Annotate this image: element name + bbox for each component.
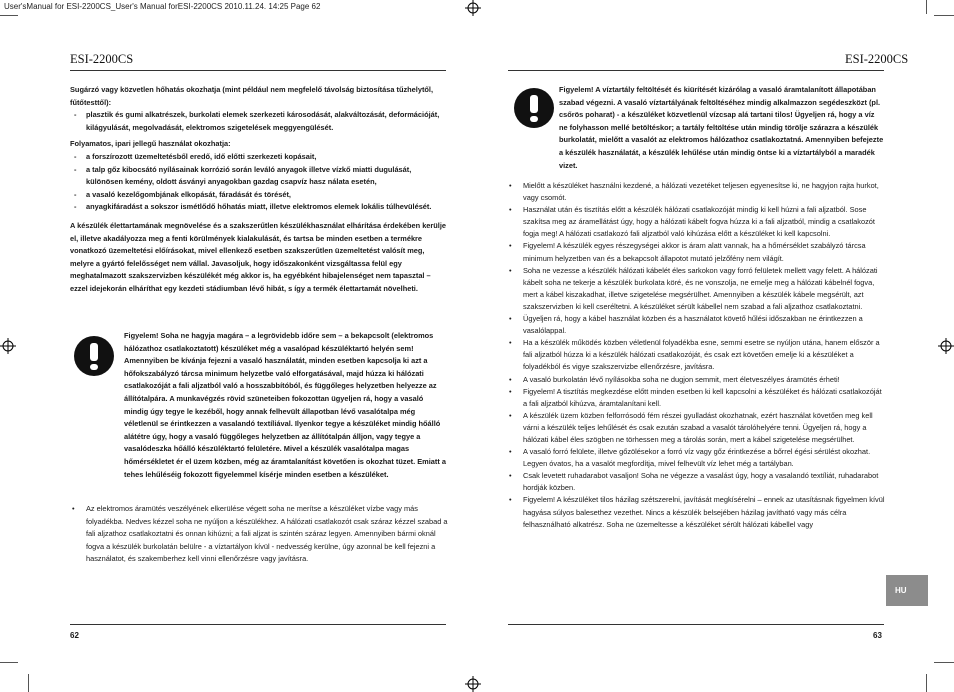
left-page-number: 62 (70, 631, 79, 640)
left-bullets (70, 503, 448, 566)
left-paragraph: A készülék élettartamának megnövelése és a szakszerűtlen készülékhasználat elhárítása érdekében kerülje el, illetve akadályozza meg a fenti körülmények kialakulását, és tartsa be minden esetben a termékre vonatkozó üzemeltetési előírásokat, mivel ellenkező esetben szakszerűtlen üzemeltetést valósít meg, melyre a gyártó felelősséget nem vállal. Javasoljuk, hogy időszakonként vizsgáltassa felül egy meghatalmazott szakszervizben készülékét még akkor is, ha egyébként hibajelenséget nem tapasztal – ezzel idejekorán elháríthat egy kezdeti stádiumban lévő hibát, s így a termék élettartamát növelheti. (70, 220, 447, 293)
registration-mark-right (938, 338, 954, 354)
left-model-header: ESI-2200CS (70, 52, 134, 66)
crop-mark (926, 0, 927, 14)
left-intro2: Folyamatos, ipari jellegű használat okozhatja: (70, 139, 231, 149)
right-page-number: 63 (873, 631, 882, 640)
crop-mark (934, 15, 954, 16)
left-header-rule (70, 70, 446, 71)
registration-mark-bottom (465, 676, 481, 692)
left-intro: Sugárzó vagy közvetlen hőhatás okozhatja (mint például nem megfelelő távolság biztosítása tűzhelytől, fűtőtesttől): (70, 85, 434, 107)
right-bullet: • Figyelem! A készülék egyes részegységei akkor is áram alatt vannak, ha a hőmérséklet szabályzó tárcsa minimum helyzetben van és a bekapcsolt állapotot mutató jelzőfény nem világít. (507, 240, 885, 264)
right-footer-rule (508, 624, 884, 625)
crop-mark (0, 15, 18, 16)
right-bullet: • Csak levetett ruhadarabot vasaljon! Soha ne végezze a vasalást úgy, hogy a vasalandó textíliát, ruhadarabot hordják közben. (507, 470, 885, 494)
right-bullet: • Figyelem! A tisztítás megkezdése előtt minden esetben ki kell kapcsolni a készüléket és hálózati csatlakozóját a fali aljzatból kihúzva, áramtalanítani kell. (507, 386, 885, 410)
right-bullet: • A vasaló burkolatán lévő nyílásokba soha ne dugjon semmit, mert életveszélyes áramütés érheti! (507, 374, 885, 386)
warning-icon (514, 88, 554, 128)
right-bullet: • Figyelem! A készüléket tilos házilag szétszerelni, javítását megkísérelni – ennek az utasításnak figyelmen kívül hagyása súlyos balesethez vezethet. Nincs a készülék belsejében házilag javítható vagy más célra felhasználható alkatrész. Soha ne üzemeltesse a készüléket sérült hálózati kábellel vagy (507, 494, 885, 530)
left-list2-item: - a vasaló kezelőgombjának elkopását, fáradását és törését, (70, 189, 448, 202)
right-bullet: • Ügyeljen rá, hogy a kábel használat közben és a használatot követő hűlési időszakban ne érintkezzen a vasalólappal. (507, 313, 885, 337)
left-warning: Figyelem! Soha ne hagyja magára – a legrövidebb időre sem – a bekapcsolt (elektromos hálózathoz csatlakoztatott) készüléket még a vasalópad készüléktartó helyén sem! Amennyiben be kívánja fejezni a vasaló használatát, minden esetben kapcsolja ki azt a hőfokszabályzó tárcsa minimum helyzetbe való elforgatásával, majd húzza ki hálózati csatlakozóját a fali aljzatból való a hosszabbítóból, és függőleges helyzetben helyezze az állítótalpára. A munkavégzés rövid szüneteiben fokozottan ügyeljen rá, hogy a vasaló mindig úgy tegye le kezéből, hogy annak felhevült állapotban lévő vasalótalpa még véletlenül se érintkezzen a vasalandó textíliával. Ilyenkor tegye a készüléket mindig hőálló alátétre úgy, hogy a vasaló függőleges helyzetben az állítótalpán álljon, vagy tegye a vasalódeszka hőálló készüléktartó felületére. Mivel a készülék vasalótalpa magas hőmérsékletet ér el üzem közben, még az áramtalanítást követően is okozhat tüzet. Emiatt a tehes lehűléséig fokozott figyelemmel kísérje minden esetben a készüléket. (124, 331, 447, 479)
right-bullet: • Használat után és tisztítás előtt a készülék hálózati csatlakozóját mindig ki kell húzni a fali aljzatból. Sose szakítsa meg az áramellátást úgy, hogy a hálózati kábelt fogva húzza ki a fali aljzatból, mindig a csatlakozót fogja meg! A hálózati csatlakozó fali aljzatból való kihúzása előtt a készüléket ki kell kapcsolni. (507, 204, 885, 240)
print-slug: User'sManual for ESI-2200CS_User's Manual forESI-2200CS 2010.11.24. 14:25 Page 62 (4, 2, 321, 11)
right-warning: Figyelem! A víztartály feltöltését és kiürítését kizárólag a vasaló áramtalanított állapotában szabad végezni. A vasaló víztartályának feltöltéséhez mindig alkalmazzon segédeszközt (pl. csőrös poharat) - a készüléket közvetlenül vízcsap alá tartani tilos! Ügyeljen rá, hogy a víz ne folyhasson mellé betöltéskor; a tartály feltöltése után mindig törölje szárazra a készülék burkolatát, mielőtt a vasalót az elektromos hálózathoz csatlakoztatná. Amennyiben befejezte a készülék használatát, a készülék lehűlése után mindig öntse ki a víztartályból a maradék vizet. (559, 85, 884, 170)
crop-mark (0, 662, 18, 663)
right-bullet: • A vasaló forró felülete, illetve gőzölésekor a forró víz vagy gőz érintkezése a bőrrel égési sérülést okozhat. Legyen óvatos, ha a vasalót megfordítja, mivel felhevült víz lehet még a tartályban. (507, 446, 885, 470)
right-bullet: • A készülék üzem közben felforrósodó fém részei gyulladást okozhatnak, ezért használat követően meg kell várni a készülék teljes lehűlését és csak ezután szabad a vasalót tárolóhelyére tenni. Ügyeljen rá, hogy a hálózati kábel éles szögben ne törhessen meg a tárolás során, mert a kábel szigetelése megsérülhet. (507, 410, 885, 446)
crop-mark (28, 674, 29, 692)
crop-mark (934, 662, 954, 663)
right-model-header: ESI-2200CS (845, 52, 909, 66)
warning-icon (74, 336, 114, 376)
right-bullet: • Mielőtt a készüléket használni kezdené, a hálózati vezetéket teljesen egyenesítse ki, ne hagyjon rajta hurkot, vagy csomót. (507, 180, 885, 204)
left-page-body (70, 84, 448, 296)
right-bullet: • Soha ne vezesse a készülék hálózati kábelét éles sarkokon vagy forró felületek mellett vagy felett. A hálózati kábelt soha ne tekerje a készülék burkolata köré, és ne vonszolja, ne emelje meg a hálózati kábelnél fogva, mert a kábel kiszakadhat, illetve szigetelése megsérülhet. Amennyiben a készülék kábele megsérült, azt szakszervizben ki kell cseréltetni. A készüléket sérült kábellel nem szabad a fali aljzathoz csatlakoztatni. (507, 265, 885, 313)
right-header-rule (508, 70, 884, 71)
registration-mark-left (0, 338, 16, 354)
left-list2-item: - a forszírozott üzemeltetésből eredő, idő előtti szerkezeti kopásait, (70, 151, 448, 164)
left-list2-item: - anyagkifáradást a sokszor ismétlődő hőhatás miatt, illetve elektromos elemek lokális túlhevülését. (70, 201, 448, 214)
left-list2-item: - a talp gőz kibocsátó nyílásainak korrózió során leváló anyagok illetve vízkő miatti dugulását, különösen kemény, oldott ásványi anyagokban gazdag csapvíz hasz nálata esetén, (70, 164, 448, 189)
crop-mark (926, 674, 927, 692)
right-bullets (507, 180, 885, 531)
registration-mark-top (465, 0, 481, 16)
left-list1-item: - plasztik és gumi alkatrészek, burkolati elemek szerkezeti károsodását, alakváltozását, deformációját, kilágyulását, megolvadását, elektromos szigetelések meggyengülését. (70, 109, 448, 134)
left-footer-rule (70, 624, 446, 625)
left-bullet: • Az elektromos áramütés veszélyének elkerülése végett soha ne merítse a készüléket vízbe vagy más folyadékba. Nedves kézzel soha ne nyúljon a készülékhez. A hálózati csatlakozót csak száraz kézzel szabad a fali aljzathoz csatlakoztatni és onnan kihúzni; a fali aljzat is szintén száraz legyen. Amennyiben bármi oknál fogva a készülék burkolatán belülre - a víztartályon kívül - nedvesség kerülne, úgy azonnal be kell fejezni a használatot, és szakemberhez kell vinni ellenőrzésre vagy javításra. (70, 503, 448, 566)
right-bullet: • Ha a készülék működés közben véletlenül folyadékba esne, semmi esetre se nyúljon utána, hanem először a fali aljzatból húzza ki a készülék hálózati csatlakozóját, és csak ezt követően emelje ki a készüléket a folyadékból és vigye szakszervizbe ellenőrzésre, javításra. (507, 337, 885, 373)
language-tab: HU (886, 575, 928, 606)
